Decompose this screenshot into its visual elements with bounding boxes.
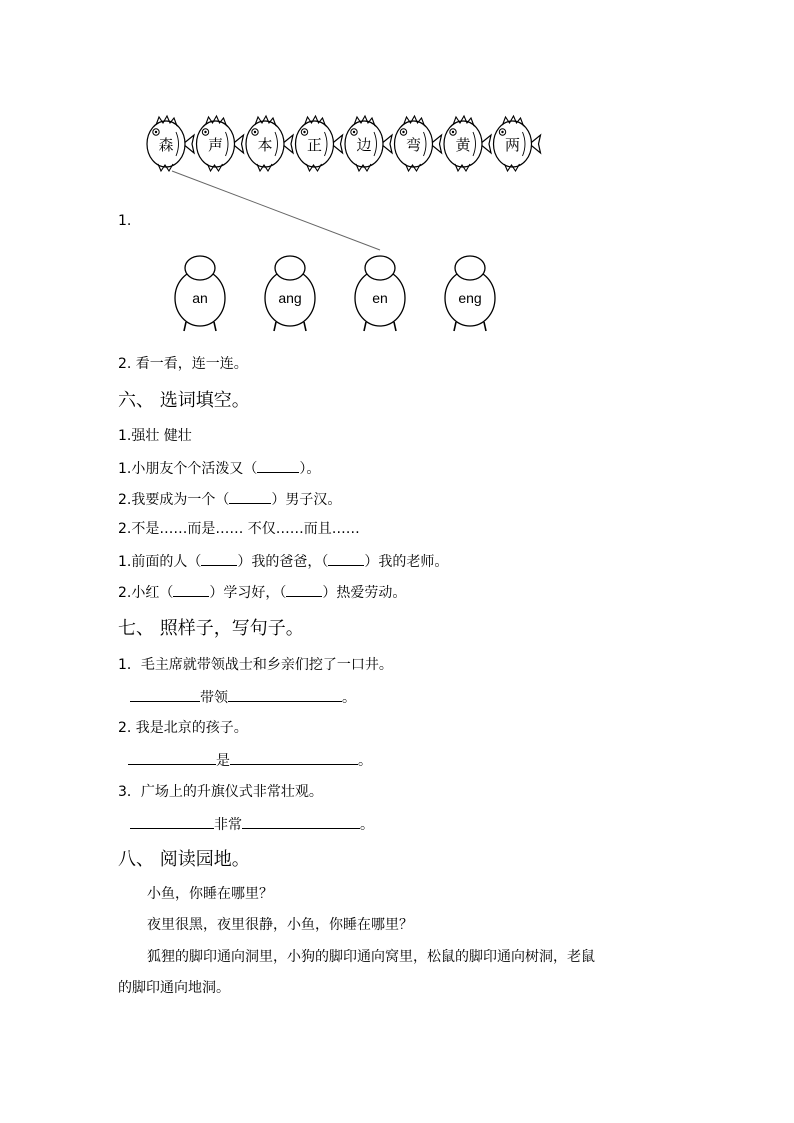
answer-blank[interactable]: [230, 749, 358, 765]
reading-line: 狐狸的脚印通向洞里，小狗的脚印通向窝里，松鼠的脚印通向树洞，老鼠: [147, 949, 595, 965]
answer-line-3: 非常 。: [130, 813, 374, 834]
pinyin-pot[interactable]: [445, 256, 495, 331]
answer-blank[interactable]: [130, 813, 214, 829]
word-choices-1: 1.强壮 健壮: [118, 428, 192, 444]
fish-character: 黄: [455, 136, 471, 154]
answer-blank[interactable]: [242, 813, 360, 829]
pinyin-label: ang: [278, 290, 302, 306]
fill-question: 2.小红（ ）学习好，（ ）热爱劳动。: [118, 581, 406, 602]
section7-heading: 七、 照样子，写句子。: [118, 618, 304, 639]
example-sentence-3: 3．广场上的升旗仪式非常壮观。: [118, 784, 323, 800]
fish-character: 森: [158, 136, 174, 154]
fish-card[interactable]: [444, 116, 491, 171]
pinyin-pot[interactable]: [355, 256, 405, 331]
section6-heading: 六、 选词填空。: [118, 390, 250, 411]
fish-card[interactable]: [395, 116, 442, 171]
reading-line: 夜里很黑，夜里很静，小鱼，你睡在哪里？: [147, 917, 413, 933]
pinyin-label: an: [192, 290, 208, 306]
fish-character: 声: [207, 136, 224, 154]
matching-instruction: 2. 看一看，连一连。: [118, 356, 248, 372]
answer-blank[interactable]: [228, 686, 342, 702]
fish-character: 弯: [405, 136, 422, 154]
answer-blank[interactable]: [229, 488, 271, 504]
connecting-line: [172, 171, 380, 250]
question-number: 1.: [118, 213, 132, 229]
fill-question: 1.前面的人（ ）我的爸爸，（ ）我的老师。: [118, 550, 448, 571]
fish-card[interactable]: [494, 116, 541, 171]
example-sentence-1: 1．毛主席就带领战士和乡亲们挖了一口井。: [118, 657, 393, 673]
fish-card[interactable]: [296, 116, 343, 171]
fish-card[interactable]: [197, 116, 244, 171]
pinyin-pot[interactable]: [175, 256, 225, 331]
fish-card[interactable]: [345, 116, 392, 171]
fish-card[interactable]: [246, 116, 293, 171]
reading-line: 小鱼，你睡在哪里？: [147, 886, 273, 902]
answer-blank[interactable]: [257, 457, 299, 473]
fish-character: 边: [356, 136, 372, 154]
fish-character: 两: [504, 136, 521, 154]
pinyin-label: en: [372, 290, 388, 306]
fish-character: 本: [257, 136, 273, 154]
answer-line-1: 带领 。: [130, 686, 356, 707]
section8-heading: 八、 阅读园地。: [118, 849, 250, 870]
answer-blank[interactable]: [173, 581, 209, 597]
answer-blank[interactable]: [128, 749, 216, 765]
pinyin-label: eng: [458, 290, 482, 306]
word-choices-2: 2.不是……而是…… 不仅……而且……: [118, 521, 360, 537]
fill-question: 1.小朋友个个活泼又（ ）。: [118, 457, 320, 478]
answer-blank[interactable]: [328, 550, 364, 566]
fish-row: [147, 116, 541, 171]
pinyin-pot[interactable]: [265, 256, 315, 331]
answer-blank[interactable]: [201, 550, 237, 566]
fill-question: 2.我要成为一个（ ）男子汉。: [118, 488, 341, 509]
fish-card[interactable]: [147, 116, 194, 171]
reading-line: 的脚印通向地洞。: [118, 980, 230, 996]
example-sentence-2: 2. 我是北京的孩子。: [118, 720, 248, 736]
matching-figure: [0, 0, 794, 360]
answer-blank[interactable]: [286, 581, 322, 597]
answer-blank[interactable]: [130, 686, 200, 702]
answer-line-2: 是 。: [128, 749, 372, 770]
pinyin-pots: [175, 256, 495, 331]
fish-character: 正: [306, 136, 323, 154]
